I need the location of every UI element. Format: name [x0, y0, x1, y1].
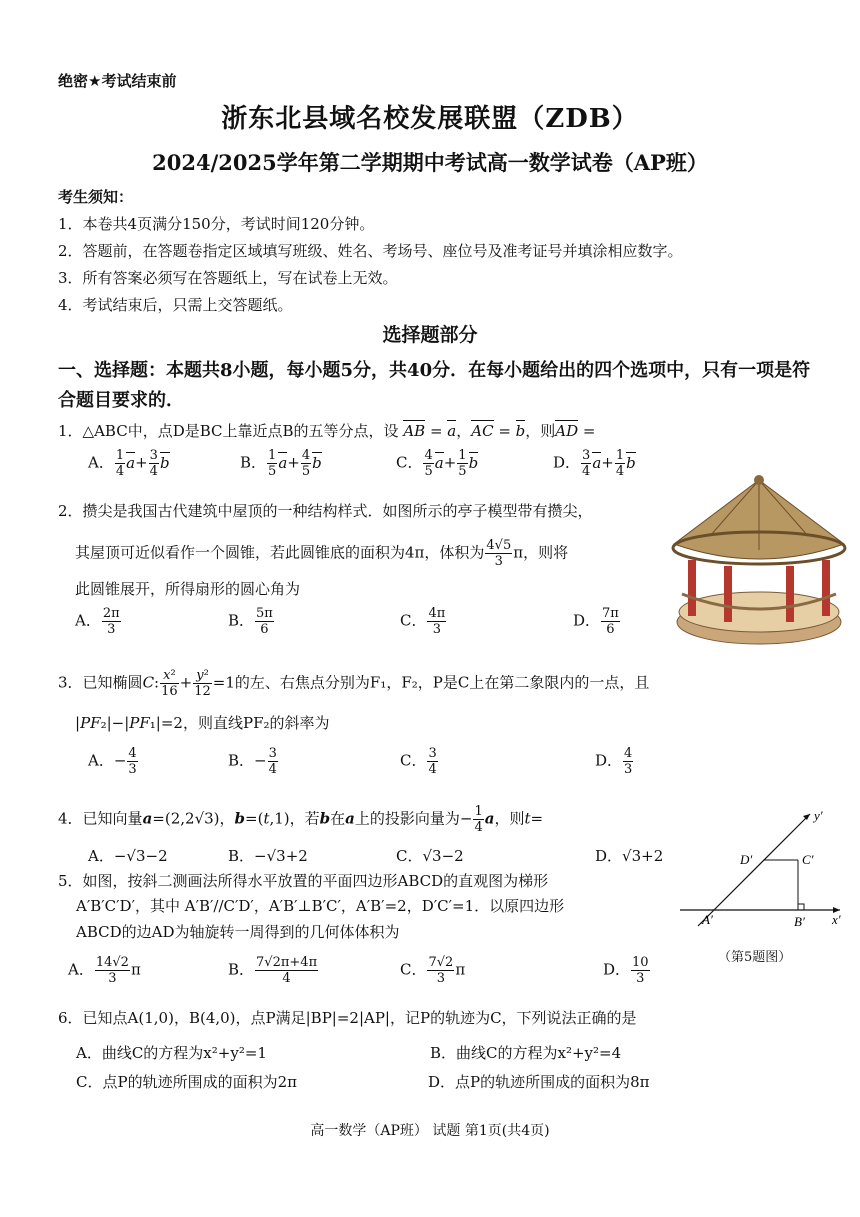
- part1-instructions: 一、选择题：本题共8小题，每小题5分，共40分．在每小题给出的四个选项中，只有一项是符合题目要求的．: [58, 360, 811, 411]
- q6-option-a: A．曲线C的方程为x²+y²=1: [76, 1044, 267, 1062]
- q3-option-d: D． $\frac{4}{3}$: [595, 746, 633, 777]
- q2-option-c: C． $\frac{4\pi}{3}$: [400, 606, 446, 637]
- question-2-line2: 其屋顶可近似看作一个圆锥，若此圆锥底的面积为4π，体积为 $\frac{4√5}{3}$ π，则将: [75, 538, 569, 569]
- notice-item: 2．答题前，在答题卷指定区域填写班级、姓名、考场号、座位号及准考证号并填涂相应数字。: [58, 242, 683, 260]
- q3-option-c: C． $\frac{3}{4}$: [400, 746, 437, 777]
- q6-option-c: C．点P的轨迹所围成的面积为2π: [76, 1073, 297, 1091]
- section-title: 选择题部分: [382, 324, 478, 346]
- q5-option-a: A． $\frac{14√2}{3}$ π: [68, 955, 141, 986]
- notice-item: 1．本卷共4页满分150分，考试时间120分钟。: [58, 215, 375, 233]
- label-b-prime: B′: [794, 914, 805, 929]
- exam-title: 浙东北县域名校发展联盟（ZDB）: [221, 104, 639, 134]
- q5-figure-caption: （第5题图）: [718, 950, 792, 965]
- label-c-prime: C′: [802, 852, 814, 867]
- question-5-line3: ABCD的边AD为轴旋转一周得到的几何体体积为: [76, 923, 400, 941]
- q6-option-d: D．点P的轨迹所围成的面积为8π: [428, 1073, 650, 1091]
- q3-option-a: A．− $\frac{4}{3}$: [88, 746, 137, 777]
- question-5-line1: 5．如图，按斜二测画法所得水平放置的平面四边形ABCD的直观图为梯形: [58, 872, 549, 890]
- notice-item: 3．所有答案必须写在答题纸上，写在试卷上无效。: [58, 269, 398, 287]
- question-1: 1．△ABC中，点D是BC上靠近点B的五等分点，设 AB = a，AC = b，则AD =: [58, 422, 596, 440]
- exam-subtitle: 2024/2025学年第二学期期中考试高一数学试卷（AP班）: [152, 150, 708, 175]
- page-footer: 高一数学（AP班） 试题 第1页(共4页): [310, 1123, 550, 1139]
- q2-option-d: D． $\frac{7\pi}{6}$: [573, 606, 619, 637]
- q1-option-c: C． $\frac{4}{5}$ a+ $\frac{1}{5}$ b: [396, 448, 479, 479]
- pavilion-illustration: [668, 474, 850, 650]
- question-2-line1: 2．攒尖是我国古代建筑中屋顶的一种结构样式．如图所示的亭子模型带有攒尖，: [58, 502, 593, 520]
- q5-option-c: C． $\frac{7√2}{3}$ π: [400, 955, 466, 986]
- q4-option-a: A．−√3−2: [88, 847, 168, 865]
- question-6: 6．已知点A(1,0)，B(4,0)，点P满足|BP|=2|AP|，记P的轨迹为C，下列说法正确的是: [58, 1009, 637, 1027]
- question-3-line2: |PF₂|−|PF₁|=2，则直线PF₂的斜率为: [75, 714, 330, 732]
- label-a-prime: A′: [702, 912, 713, 927]
- q4-option-c: C．√3−2: [396, 847, 464, 865]
- q1-option-d: D． $\frac{3}{4}$ a+ $\frac{1}{4}$ b: [553, 448, 636, 479]
- notice-heading: 考生须知：: [58, 188, 134, 206]
- question-5-line2: A′B′C′D′，其中 A′B′//C′D′，A′B′⊥B′C′，A′B′=2，D′C′=1．以原四边形: [76, 897, 565, 915]
- q2-option-b: B． $\frac{5\pi}{6}$: [228, 606, 273, 637]
- q2-option-a: A． $\frac{2\pi}{3}$: [75, 606, 120, 637]
- q5-option-b: B． $\frac{7√2\pi+4\pi}{4}$: [228, 955, 318, 986]
- q1-option-a: A． $\frac{1}{4}$ a+ $\frac{3}{4}$ b: [88, 448, 170, 479]
- question-2-line3: 此圆锥展开，所得扇形的圆心角为: [75, 580, 301, 598]
- q5-option-d: D． $\frac{10}{3}$: [603, 955, 649, 986]
- confidential-mark: 绝密★考试结束前: [58, 72, 177, 90]
- question-3-line1: 3．已知椭圆C: $\frac{\text{x²}}{16}$ + $\frac{\text{y²}}{12}$ =1的左、右焦点分别为F₁，F₂，P是C上在第二象限内的一点，且: [58, 668, 650, 699]
- q4-option-b: B．−√3+2: [228, 847, 308, 865]
- notice-item: 4．考试结束后，只需上交答题纸。: [58, 296, 293, 314]
- q4-option-d: D．√3+2: [595, 847, 664, 865]
- q5-figure: [676, 806, 854, 936]
- q1-option-b: B． $\frac{1}{5}$ a+ $\frac{4}{5}$ b: [240, 448, 322, 479]
- question-4: 4．已知向量a=(2,2√3)，b=(t,1)，若b在a上的投影向量为− $\frac{1}{4}$ a，则t=: [58, 804, 544, 835]
- q6-option-b: B．曲线C的方程为x²+y²=4: [430, 1044, 622, 1062]
- label-d-prime: D′: [740, 852, 753, 867]
- label-x-prime: x′: [832, 912, 841, 927]
- label-y-prime: y′: [814, 808, 823, 823]
- q3-option-b: B．− $\frac{3}{4}$: [228, 746, 277, 777]
